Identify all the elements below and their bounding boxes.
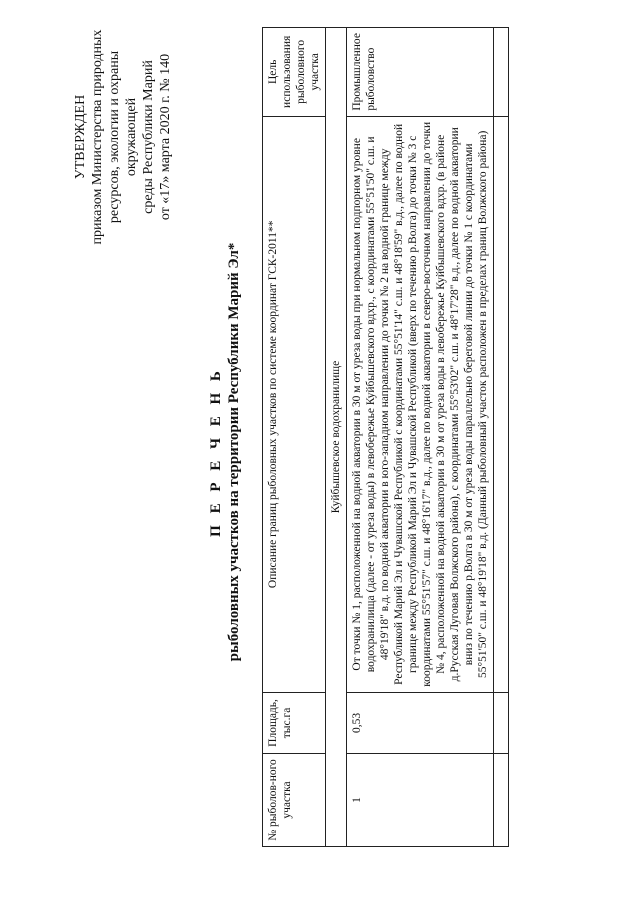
approval-block xyxy=(72,17,174,257)
cell-description: От точки № 1, расположенной на водной акватории в 30 м от уреза воды при нормальном подпорном уровне водохранилища (далее - от уреза воды) в левобережье Куйбышевского вдхр., с координатами 55°51'50" с.ш. и 48°19'18" в.д. по водной акватории в юго-западном направлении до точки № 2 на водной границе между Республикой Марий Эл и Чувашской Республикой с координатами 55°51'14" с.ш. и 48°18'59" в.д., далее по водной границе между Республикой Марий Эл и Чувашской Республикой (вверх по течению р.Волга) до точки № 3 с координатами 55°51'57" с.ш. и 48°16'17" в.д., далее по водной акватории в северо-восточном направлении до точки № 4, расположенной на водной акватории в 30 м от уреза воды в левобережье Куйбышевского вдхр. (в районе д.Русская Луговая Волжского района), с координатами 55°53'02" с.ш. и 48°17'28" в.д., далее по водной акватории вниз по течению р.Волга в 30 м от уреза воды параллельно береговой линии до точки № 1 с координатами 55°51'50" с.ш. и 48°19'18" в.д. (Данный рыболовный участок расположен в пределах границ Волжского района) xyxy=(347,116,494,692)
approval-line: приказом Министерства природных xyxy=(90,29,105,245)
table-row-empty xyxy=(494,28,509,847)
cell-purpose: Промышленное рыболовство xyxy=(347,28,494,117)
approval-line: от «17» марта 2020 г. № 140 xyxy=(158,53,173,221)
document-subtitle: рыболовных участков на территории Республики Марий Эл* xyxy=(226,242,242,662)
table-row xyxy=(347,28,494,847)
header-purpose: Цель использования рыболовного участка xyxy=(263,28,326,117)
cell-area-size: 0,53 xyxy=(347,692,494,753)
header-area-size: Площадь, тыс.га xyxy=(263,692,326,753)
approval-line: ресурсов, экологии и охраны окружающей xyxy=(107,50,139,224)
section-row xyxy=(326,28,347,847)
cell-area-number: 1 xyxy=(347,753,494,846)
rotated-landscape-content xyxy=(0,7,640,897)
fishing-areas-table xyxy=(262,27,509,847)
approval-line: УТВЕРЖДЕН xyxy=(73,94,88,180)
approval-line: среды Республики Марий xyxy=(141,60,156,214)
document-title: П Е Р Е Ч Е Н Ь xyxy=(208,367,224,537)
header-area-number: № рыболов-ного участка xyxy=(263,753,326,846)
table-header-row xyxy=(263,28,326,847)
header-description: Описание границ рыболовных участков по системе координат ГСК-2011** xyxy=(263,116,326,692)
section-title: Куйбышевское водохранилище xyxy=(326,28,347,847)
